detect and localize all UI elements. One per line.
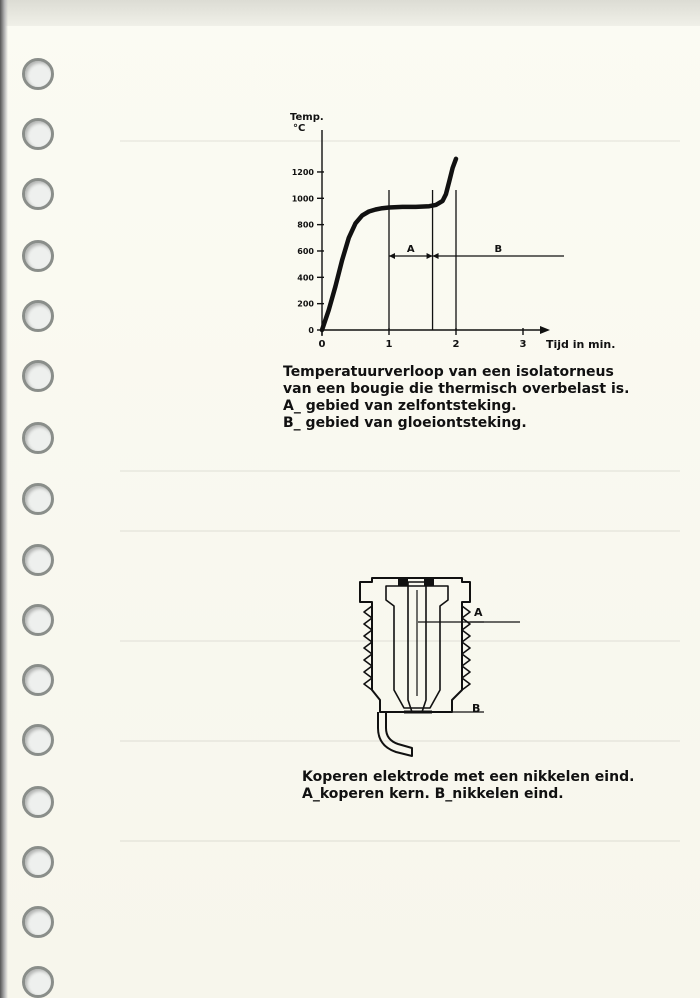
caption-line: A_ gebied van zelfontsteking. [283,398,517,414]
x-tick-label: 3 [519,339,527,350]
y-tick-label: 800 [297,220,314,230]
electrode-top-left [398,578,408,586]
y-tick-label: 1200 [291,167,314,177]
y-tick-label: 400 [297,273,314,283]
x-tick-label: 0 [318,339,326,350]
caption-line: B_ gebied van gloeiontsteking. [283,415,527,431]
thread-right [462,606,470,690]
y-tick-label: 600 [297,246,314,256]
x-tick-label: 1 [385,339,393,350]
caption-line: Koperen elektrode met een nikkelen eind. [302,769,635,785]
caption-line: van een bougie die thermisch overbelast is. [283,381,630,397]
label-b: B [472,702,481,715]
y-tick-label: 0 [308,326,314,335]
y-axis-label-line1: Temp. [290,112,324,123]
caption-line: Temperatuurverloop van een isolatorneus [283,364,614,380]
y-tick-label: 1000 [291,194,314,204]
x-axis-label: Tijd in min. [546,338,616,351]
thread-left [364,606,372,690]
y-axis-label-line2: °C [293,123,306,134]
y-tick-label: 200 [297,299,314,309]
label-a: A [474,606,483,619]
caption-line: A_koperen kern. B_nikkelen eind. [302,786,564,802]
x-tick-label: 2 [452,339,460,350]
diagram-caption [302,769,634,803]
electrode-outer-body [360,578,470,712]
ground-electrode [378,712,412,756]
region-a-label: A [406,243,415,255]
region-b-label: B [494,243,503,255]
electrode-top-right [424,578,434,586]
